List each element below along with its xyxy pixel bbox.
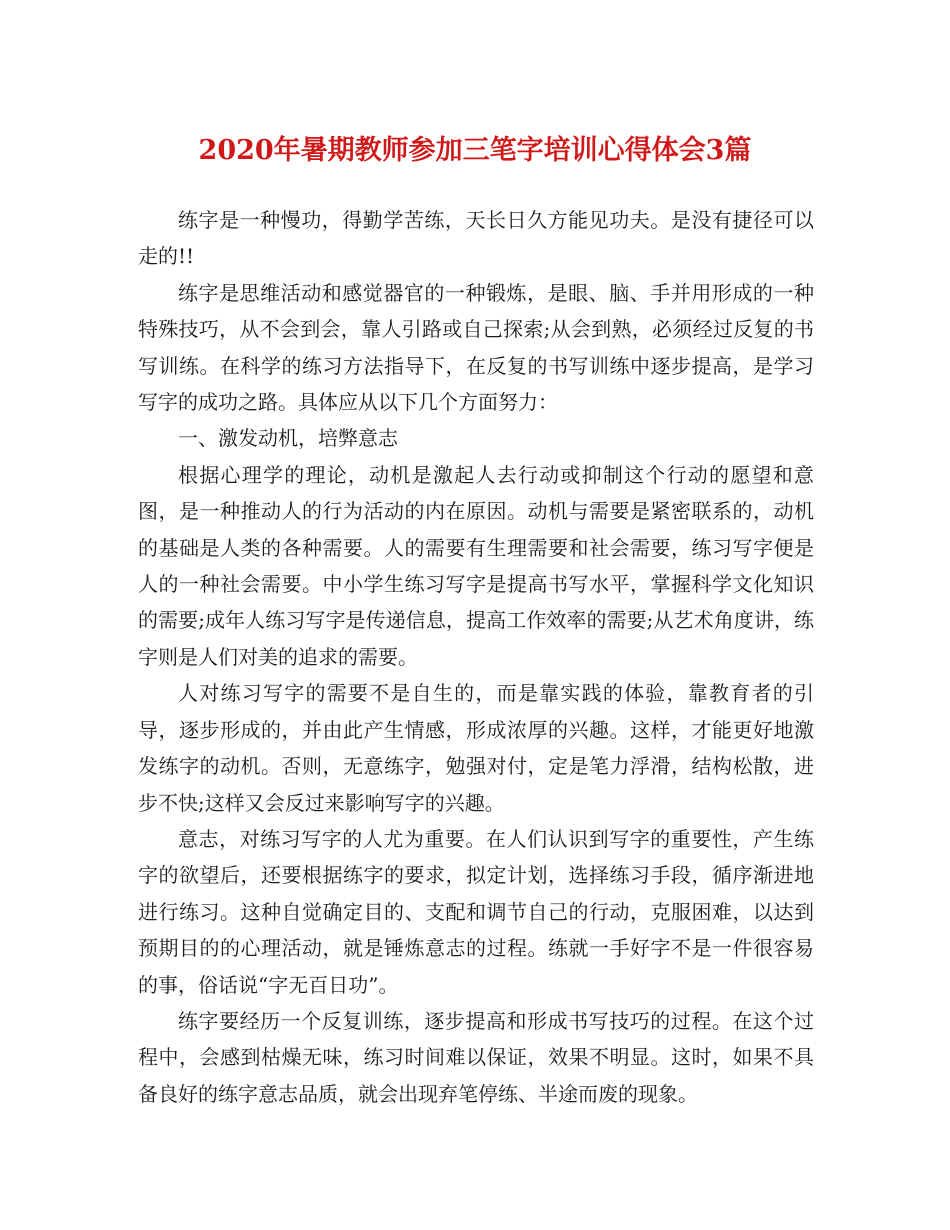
- paragraph-4: 人对练习写字的需要不是自生的，而是靠实践的体验，靠教育者的引导，逐步形成的，并由此产生情感，形成浓厚的兴趣。这样，才能更好地激发练字的动机。否则，无意练字，勉强对付，定是笔力浮滑，结构松散，进步不快;这样又会反过来影响写字的兴趣。: [138, 681, 814, 815]
- paragraph-2: 练字是思维活动和感觉器官的一种锻炼，是眼、脑、手并用形成的一种特殊技巧，从不会到会，靠人引路或自己探索;从会到熟，必须经过反复的书写训练。在科学的练习方法指导下，在反复的书写训练中逐步提高，是学习写字的成功之路。具体应从以下几个方面努力：: [138, 280, 814, 415]
- paragraph-6: 练字要经历一个反复训练，逐步提高和形成书写技巧的过程。在这个过程中，会感到枯燥无味，练习时间难以保证，效果不明显。这时，如果不具备良好的练字意志品质，就会出现弃笔停练、半途而废的现象。: [138, 1008, 814, 1106]
- paragraph-3: 根据心理学的理论，动机是激起人去行动或抑制这个行动的愿望和意图，是一种推动人的行为活动的内在原因。动机与需要是紧密联系的，动机的基础是人类的各种需要。人的需要有生理需要和社会需要，练习写字便是人的一种社会需要。中小学生练习写字是提高书写水平，掌握科学文化知识的需要;成年人练习写字是传递信息，提高工作效率的需要;从艺术角度讲，练字则是人们对美的追求的需要。: [138, 462, 814, 669]
- section-heading-1: 一、激发动机，培弊意志: [178, 426, 398, 451]
- paragraph-1: 练字是一种慢功，得勤学苦练，天长日久方能见功夫。是没有捷径可以走的!!: [138, 208, 814, 269]
- document-body: [138, 202, 814, 1112]
- document-title: 2020年暑期教师参加三笔字培训心得体会3篇: [198, 135, 752, 166]
- paragraph-5: 意志，对练习写字的人尤为重要。在人们认识到写字的重要性，产生练字的欲望后，还要根据练字的要求，拟定计划，选择练习手段，循序渐进地进行练习。这种自觉确定目的、支配和调节自己的行动，克服困难，以达到预期目的的心理活动，就是锤炼意志的过程。练就一手好字不是一件很容易的事，俗话说“字无百日功”。: [138, 826, 814, 997]
